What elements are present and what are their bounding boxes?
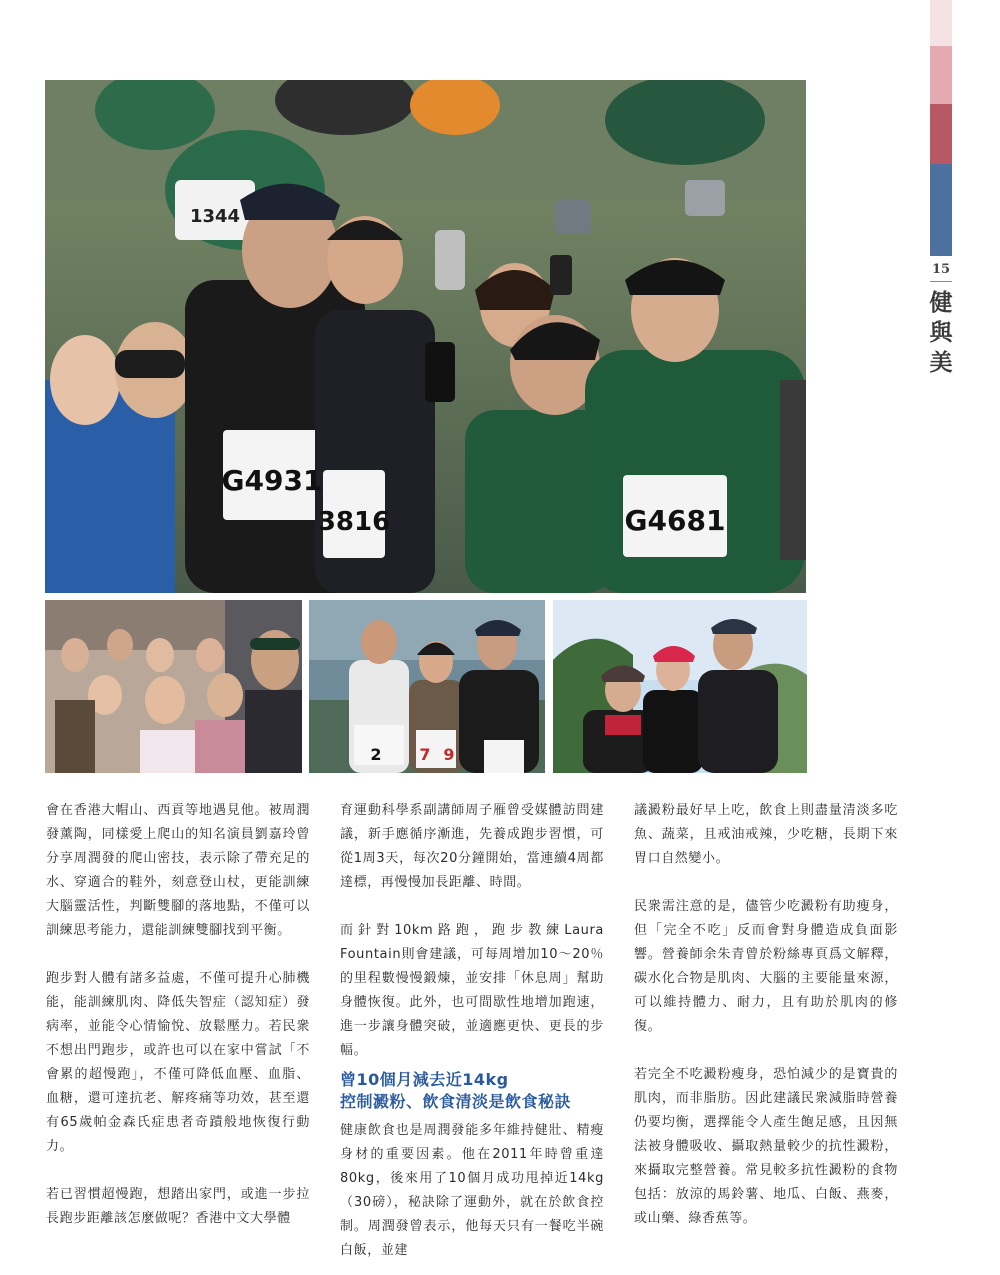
section-title	[928, 288, 954, 378]
subheading	[340, 1069, 604, 1113]
bib-3816: 3816	[317, 507, 391, 537]
bib-small-2: 2	[370, 745, 382, 764]
edge-tab-light	[930, 0, 952, 46]
bib-small-9: 9	[443, 745, 455, 764]
edge-tab-red	[930, 104, 952, 164]
photo-runners-medals	[309, 600, 545, 773]
page-number: 15	[931, 262, 951, 277]
subheading-line-2: 控制澱粉、飲食清淡是飲食秘訣	[340, 1092, 572, 1111]
edge-tab-blue	[930, 164, 952, 256]
col2-paragraph-1: 育運動科學系副講師周子雁曾受媒體訪問建議，新手應循序漸進，先養成跑步習慣，可從1周3天，每次20分鐘開始，當連續4周都達標，再慢慢加長距離、時間。	[340, 803, 604, 890]
section-char-2: 與	[929, 319, 953, 346]
section-char-3: 美	[929, 349, 953, 376]
col1-paragraph-1: 會在香港大帽山、西貢等地遇見他。被周潤發薰陶，同樣愛上爬山的知名演員劉嘉玲曾分享周潤發的爬山密技，表示除了帶充足的水、穿適合的鞋外，刻意登山杖，更能訓練大腦靈活性，判斷雙腳的落地點，不僅可以訓練思考能力，還能訓練雙腳找到平衡。	[46, 803, 310, 938]
edge-tab-pink	[930, 46, 952, 104]
page-number-rule	[930, 281, 952, 282]
bib-1344: 1344	[189, 206, 241, 227]
photo-hikers-outdoor	[553, 600, 807, 773]
col2-paragraph-2: 而針對10km路跑，跑步教練Laura Fountain則會建議，可每周增加10～20％的里程數慢慢鍛煉，並安排「休息周」幫助身體恢復。此外，也可間歇性地增加跑速，進一步讓身體突破，並適應更快、更長的步幅。	[340, 923, 604, 1058]
bib-g4681: G4681	[624, 504, 726, 537]
bib-small-7: 7	[419, 745, 431, 764]
main-photo-marathon-crowd	[45, 80, 806, 593]
subheading-line-1: 曾10個月減去近14kg	[340, 1070, 509, 1089]
col1-paragraph-2: 跑步對人體有諸多益處，不僅可提升心肺機能，能訓練肌肉、降低失智症（認知症）發病率，並能令心情愉悅、放鬆壓力。若民衆不想出門跑步，或許也可以在家中嘗試「不會累的超慢跑」，不僅可降低血壓、血脂、血糖，還可達抗老、解疼痛等功效，甚至還有65歲帕金森氏症患者奇蹟般地恢復行動力。	[46, 971, 310, 1154]
text-column-2	[340, 799, 604, 1263]
photo-group-selfie	[45, 600, 302, 773]
col3-paragraph-2: 民衆需注意的是，儘管少吃澱粉有助瘦身，但「完全不吃」反而會對身體造成負面影響。營養師余朱青曾於粉絲專頁爲文解釋，碳水化合物是肌肉、大腦的主要能量來源，可以維持體力、耐力，且有助於肌肉的修復。	[634, 899, 898, 1034]
text-column-1	[46, 799, 310, 1231]
col1-paragraph-3: 若已習慣超慢跑，想踏出家門，或進一步拉長跑步距離該怎麼做呢？香港中文大學體	[46, 1187, 310, 1226]
bib-g4931: G4931	[221, 464, 323, 497]
section-char-1: 健	[929, 289, 953, 316]
col2-paragraph-3: 健康飲食也是周潤發能多年維持健壯、精瘦身材的重要因素。他在2011年時曾重達80kg，後來用了10個月成功甩掉近14kg（30磅），秘訣除了運動外，就在於飲食控制。周潤發曾表示，他每天只有一餐吃半碗白飯，並建	[340, 1123, 604, 1258]
text-column-3	[634, 799, 898, 1231]
col3-paragraph-1: 議澱粉最好早上吃，飲食上則盡量清淡多吃魚、蔬菜，且戒油戒辣，少吃糖，長期下來胃口自然變小。	[634, 803, 898, 866]
col3-paragraph-3: 若完全不吃澱粉瘦身，恐怕減少的是寶貴的肌肉，而非脂肪。因此建議民衆減脂時營養仍要均衡，選擇能令人產生飽足感，且因無法被身體吸收、攝取熱量較少的抗性澱粉，來攝取完整營養。常見較多抗性澱粉的食物包括：放涼的馬鈴薯、地瓜、白飯、燕麥，或山藥、綠香蕉等。	[634, 1067, 898, 1226]
